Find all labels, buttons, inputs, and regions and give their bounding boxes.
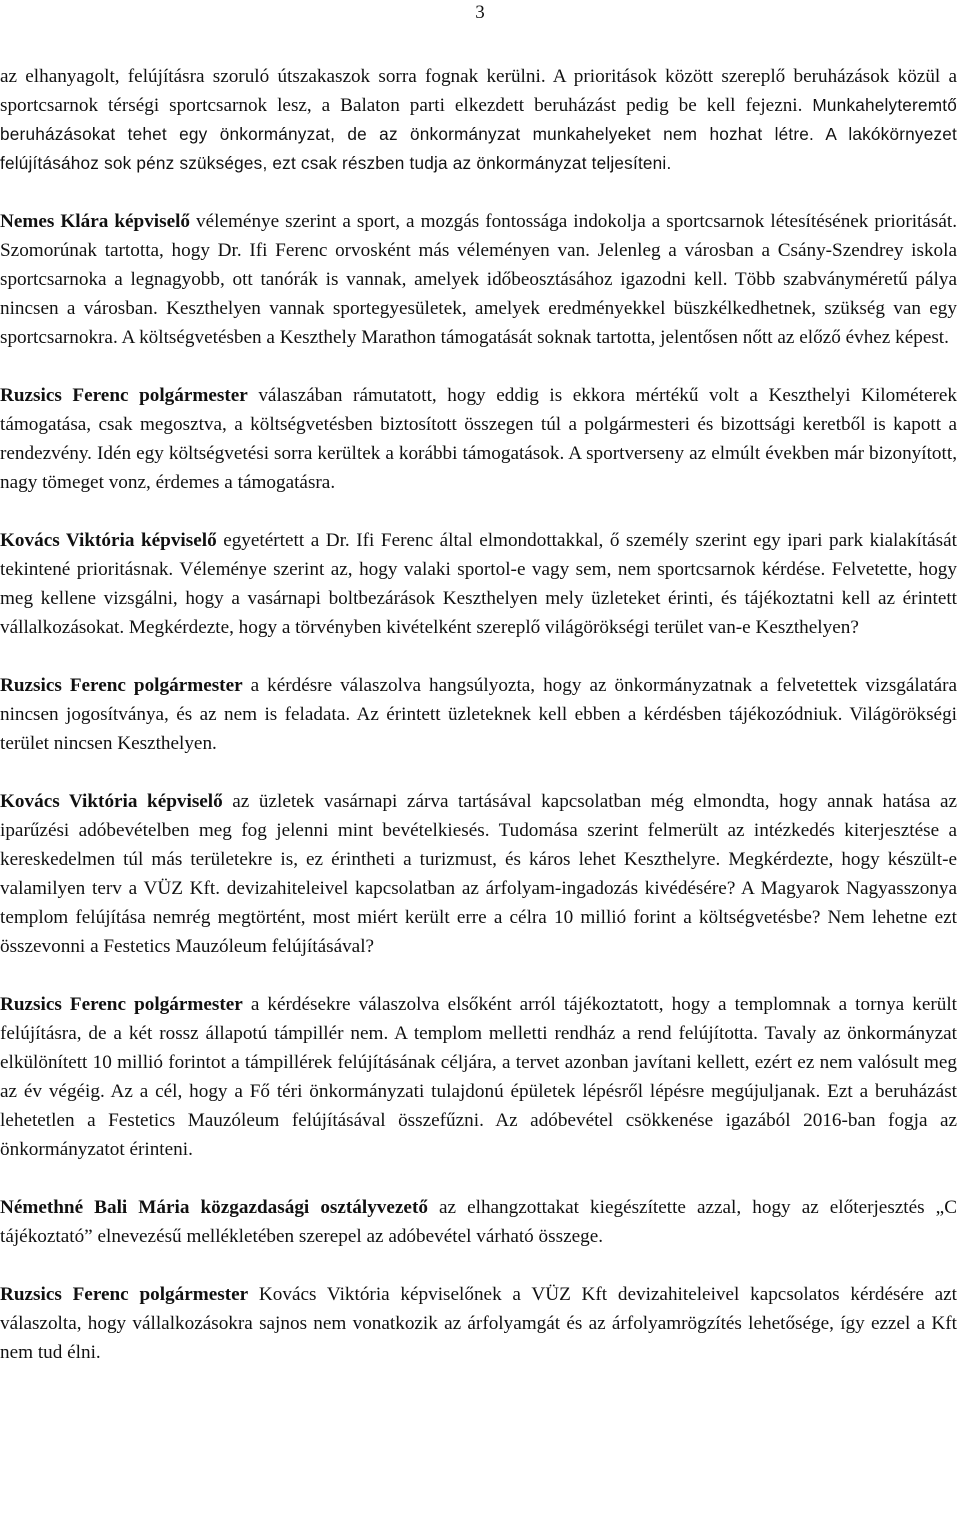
paragraph-p5 <box>0 671 957 758</box>
paragraph-p8 <box>0 1193 957 1251</box>
paragraph-text: véleménye szerint a sport, a mozgás fontossága indokolja a sportcsarnok létesítésének prioritását. Szomorúnak tartotta, hogy Dr. Ifi Ferenc orvosként más véleményen van. Jelenleg a városban a Csány-Szendrey iskola sportcsarnoka a legnagyobb, ott tanórák is vannak, amelyek időbeosztásához igazodni kell. Több szabványméretű pálya nincsen a városban. Keszthelyen vannak sportegyesületek, amelyek eredményekkel büszkélkedhetnek, szükség van egy sportcsarnokra. A költségvetésben a Keszthely Marathon támogatását soknak tartotta, jelentősen nőtt az előző évhez képest. <box>0 211 957 348</box>
paragraph-text: a kérdésekre válaszolva elsőként arról tájékoztatott, hogy a templomnak a tornya került felújításra, de a két rossz állapotú támpillér nem. A templom melletti rendház a rend felújította. Tavaly az önkormányzat elkülönített 10 millió forintot a támpillérek felújításának céljára, a tervet azonban javítani kellett, ezért ez nem valósult meg az év végéig. Az a cél, hogy a Fő téri önkormányzati tulajdonú épületek lépésről lépésre megújuljanak. Ezt a beruházást lehetetlen a Festetics Mauzóleum felújításával összefűzni. Az adóbevétel csökkenése igazából 2016-ban fogja az önkormányzatot érinteni. <box>0 994 958 1160</box>
paragraph-p2 <box>0 207 957 352</box>
paragraph-p4 <box>0 526 957 642</box>
speaker-name: Némethné Bali Mária közgazdasági osztályvezető <box>0 1197 428 1218</box>
page-number: 3 <box>475 2 485 23</box>
speaker-name: Ruzsics Ferenc polgármester <box>0 1284 249 1305</box>
speaker-name: Nemes Klára képviselő <box>0 211 191 232</box>
paragraph-text: az elhanyagolt, felújításra szoruló útszakaszok sorra fognak kerülni. A prioritások között szereplő beruházások közül a sportcsarnok térségi sportcsarnok lesz, a Balaton parti elkezdett beruházást pedig be kell fejezni. <box>0 66 957 116</box>
paragraph-text: a kérdésre válaszolva hangsúlyozta, hogy az önkormányzatnak a felvetettek vizsgálatára nincsen jogosítványa, és az nem is feladata. Az érintett üzleteknek kell ebben a kérdésben tájékozódniuk. Világörökségi terület nincsen Keszthelyen. <box>0 675 957 754</box>
paragraph-p9 <box>0 1280 957 1367</box>
paragraph-p6 <box>0 787 957 961</box>
speaker-name: Ruzsics Ferenc polgármester <box>0 385 248 406</box>
paragraph-text: egyetértett a Dr. Ifi Ferenc által elmondottakkal, ő személy szerint egy ipari park kialakítását tekintené prioritásnak. Véleménye szerint az, hogy valaki sportol-e vagy sem, nem sportcsarnok kérdése. Felvetette, hogy meg kellene vizsgálni, hogy a vasárnapi boltbezárások Keszthelyen mely üzleteket érinti, és tájékoztatni kell az érintett vállalkozásokat. Megkérdezte, hogy a törvényben kivételként szereplő világörökségi terület van-e Keszthelyen? <box>0 530 957 638</box>
paragraph-text-sans: Munkahelyteremtő beruházásokat tehet egy önkormányzat, de az önkormányzat munkahelyeket nem hozhat létre. A lakókörnyezet felújításához sok pénz szükséges, ezt csak részben tudja az önkormányzat teljesíteni. <box>0 95 957 173</box>
paragraph-text: válaszában rámutatott, hogy eddig is ekkora mértékű volt a Keszthelyi Kilométerek támogatása, csak megosztva, a költségvetésben biztosított összegen túl a polgármesteri és bizottsági keretből is kapott a rendezvény. Idén egy költségvetési sorra kerültek a korábbi támogatások. A sportverseny az elmúlt években már bizonyított, nagy tömeget vonz, érdemes a támogatásra. <box>0 385 957 493</box>
speaker-name: Kovács Viktória képviselő <box>0 791 223 812</box>
speaker-name: Ruzsics Ferenc polgármester <box>0 675 243 696</box>
speaker-name: Ruzsics Ferenc polgármester <box>0 994 243 1015</box>
paragraph-p7 <box>0 990 957 1164</box>
document-body <box>0 62 957 1367</box>
paragraph-text: Kovács Viktória képviselőnek a VÜZ Kft devizahiteleivel kapcsolatos kérdésére azt válaszolta, hogy vállalkozásokra sajnos nem vonatkozik az árfolyamgát és az árfolyamrögzítés lehetősége, így ezzel a Kft nem tud élni. <box>0 1284 958 1363</box>
paragraph-text: az elhangzottakat kiegészítette azzal, hogy az előterjesztés „C tájékoztató” elnevezésű mellékletében szerepel az adóbevétel várható összege. <box>0 1197 957 1247</box>
speaker-name: Kovács Viktória képviselő <box>0 530 217 551</box>
paragraph-text: az üzletek vasárnapi zárva tartásával kapcsolatban még elmondta, hogy annak hatása az iparűzési adóbevételben meg fog jelenni mint bevételkiesés. Tudomása szerint felmerült az intézkedés kiterjesztése a kereskedelmen túl más területekre is, ez érintheti a turizmust, és káros lehet Keszthelyre. Megkérdezte, hogy készült-e valamilyen terv a VÜZ Kft. devizahiteleivel kapcsolatban az árfolyam-ingadozás kivédésére? A Magyarok Nagyasszonya templom felújítása nemrég megtörtént, most miért került erre a célra 10 millió forint a költségvetésbe? Nem lehetne ezt összevonni a Festetics Mauzóleum felújításával? <box>0 791 958 957</box>
paragraph-p1 <box>0 62 957 178</box>
paragraph-p3 <box>0 381 957 497</box>
